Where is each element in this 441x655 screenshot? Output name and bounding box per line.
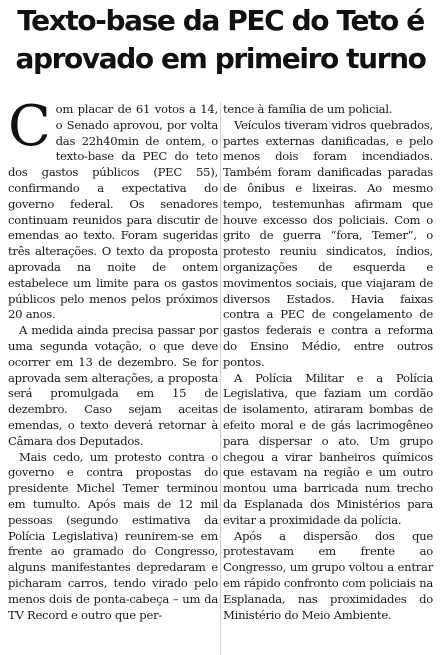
headline: Texto-base da PEC do Teto é aprovado em primeiro turno — [15, 4, 426, 75]
column-divider — [220, 102, 221, 655]
right-column — [223, 102, 433, 623]
article-body — [8, 94, 433, 655]
left-column — [8, 94, 218, 623]
paragraph — [8, 94, 218, 323]
paragraph: Veículos tiveram vidros quebrados, partes externas danificadas, e pelo menos dois foram incendiados. Também foram danificadas paradas de ônibus e lixeiras. Ao mesmo tempo, testemunhas afirmam que houve excesso dos policiais. Com o grito de guerra “fora, Temer”, o protesto reuniu sindicatos, índios, organizações de esquerda e movimentos sociais, que viajaram de diversos Estados. Havia faixas contra a PEC de congelamento de gastos federais e contra a reforma do Ensino Médio, entre outros pontos. — [223, 117, 433, 369]
paragraph-text: om placar de 61 votos a 14, o Senado aprovou, por volta das 22h40min de ontem, o texto-base da PEC do teto dos gastos públicos (PEC 55), confirmando a expectativa do governo federal. Os senadores continuam reunidos para discutir de emendas ao texto. Foram sugeridas três alterações. O texto da proposta aprovada na noite de ontem estabelece um limite para os gastos públicos pelo menos pelos próximos 20 anos. — [8, 102, 218, 322]
paragraph: A medida ainda precisa passar por uma segunda votação, o que deve ocorrer em 13 de dezembro. Se for aprovada sem alterações, a proposta será promulgada em 15 de dezembro. Caso sejam aceitas emendas, o texto deverá retornar à Câmara dos Deputados. — [8, 323, 218, 448]
paragraph: A Polícia Militar e a Polícia Legislativa, que faziam um cordão de isolamento, atiraram bombas de efeito moral e de gás lacrimogêneo para dispersar o ato. Um grupo chegou a virar banheiros químicos que estavam na região e um outro montou uma barricada num trecho da Esplanada dos Ministérios para evitar a proximidade da polícia. — [223, 370, 433, 527]
paragraph: Após a dispersão dos que protestavam em frente ao Congresso, um grupo voltou a entrar em rápido confronto com policiais na Esplanada, nas proximidades do Ministério do Meio Ambiente. — [223, 528, 433, 622]
paragraph: Mais cedo, um protesto contra o governo e contra propostas do presidente Michel Temer terminou em tumulto. Após mais de 12 mil pessoas (segundo estimativa da Polícia Legislativa) reunirem-se em frente ao gramado do Congresso, alguns manifestantes depredaram e picharam carros, tendo virado pelo menos dois de ponta-cabeça – um da TV Record e outro que per- — [8, 449, 218, 622]
drop-cap: C — [8, 94, 51, 159]
paragraph: tence à família de um policial. — [223, 102, 393, 116]
